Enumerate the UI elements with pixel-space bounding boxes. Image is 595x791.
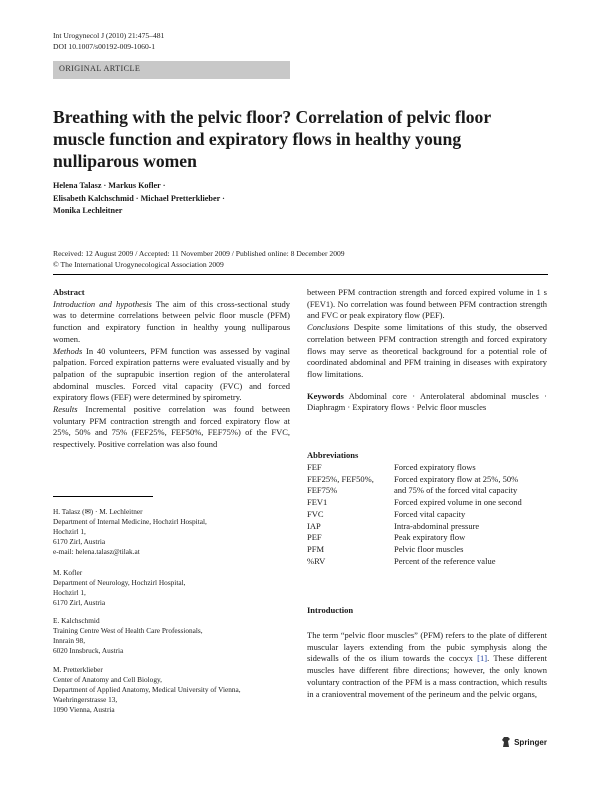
abstract-continued-column	[307, 287, 547, 414]
affiliation-block	[53, 665, 293, 715]
affiliation-name: M. Kofler	[53, 568, 83, 577]
abbr-term: %RV	[307, 555, 326, 566]
abstract-conclusions	[307, 322, 547, 381]
abbr-definition: Intra-abdominal pressure	[394, 520, 480, 531]
affiliation-line: Hochzirl 1,	[53, 588, 86, 597]
abbreviations-table	[307, 462, 547, 567]
abstract-intro	[53, 299, 290, 346]
abbr-term: IAP	[307, 520, 321, 531]
conclusions-text: Despite some limitations of this study, the observed correlation between PFM contraction strength and forced expiratory flows may serve as theoretical background for a potential role of coordinated abdominal and PFM training in diseases with expiratory flow limitations.	[307, 322, 548, 379]
publication-history	[53, 249, 553, 270]
affiliation-line: 6170 Zirl, Austria	[53, 598, 106, 607]
section-band	[53, 61, 290, 79]
results-label: Results	[53, 404, 78, 415]
author-line: Monika Lechleitner	[53, 206, 123, 215]
affiliation-line: 1090 Vienna, Austria	[53, 705, 115, 714]
publisher-name: Springer	[514, 737, 547, 747]
keywords-text: Abdominal core · Anterolateral abdominal muscles · Diaphragm · Expiratory flows · Pelvic floor muscles	[307, 390, 548, 413]
affiliation-line: 6020 Innsbruck, Austria	[53, 646, 124, 655]
abbreviation-row	[307, 485, 547, 497]
abbr-term: FEV1	[307, 497, 328, 508]
abbr-term: PEF	[307, 532, 322, 543]
affiliation-line: Department of Neurology, Hochzirl Hospital,	[53, 578, 186, 587]
affiliation-line: Waehringerstrasse 13,	[53, 695, 118, 704]
affiliation-block	[53, 507, 293, 557]
abbr-definition: Peak expiratory flow	[394, 532, 466, 543]
email-link[interactable]: e-mail: helena.talasz@tilak.at	[53, 547, 140, 556]
intro-text-part: . These different muscles have different fibre directions; however, the only known voluntary contraction of the PFM is a mass contraction, which results in a cranioventral movement of the perineum and the pelvic organs,	[307, 653, 547, 699]
introduction-text	[307, 630, 547, 700]
abbreviation-row	[307, 509, 547, 521]
methods-label: Methods	[53, 345, 83, 356]
abbr-definition: Forced expiratory flow at 25%, 50%	[394, 473, 519, 484]
affiliation-name: M. Pretterklieber	[53, 665, 103, 674]
abbr-definition: Percent of the reference value	[394, 555, 496, 566]
conclusions-label: Conclusions	[307, 322, 350, 333]
abbr-term: PFM	[307, 543, 325, 554]
abbr-definition: and 75% of the forced vital capacity	[394, 485, 518, 496]
reference-link[interactable]: [1]	[477, 653, 488, 664]
publisher-logo	[501, 736, 547, 748]
abbr-definition: Forced expiratory flows	[394, 462, 476, 472]
intro-label: Introduction and hypothesis	[53, 298, 152, 309]
affiliation-line: Center of Anatomy and Cell Biology,	[53, 675, 162, 684]
abbr-term: FEF75%	[307, 485, 338, 496]
divider	[53, 274, 548, 275]
methods-text: In 40 volunteers, PFM function was assessed by vaginal palpation. Forced expiration patterns were evaluated visually and by palpation of the suprapubic insertion region of the anterolateral abdominal muscles. Forced vital capacity (FVC) and forced expiratory flows (FEF) were determined by spirometry.	[53, 345, 290, 403]
affiliation-line: Department of Applied Anatomy, Medical University of Vienna,	[53, 685, 241, 694]
copyright: © The International Urogynecological Association 2009	[53, 259, 224, 269]
affiliation-line: Innrain 98,	[53, 636, 86, 645]
author-list	[53, 180, 353, 218]
abstract-results	[53, 404, 290, 451]
affiliation-block	[53, 568, 293, 608]
springer-horse-icon	[501, 736, 511, 748]
abbr-definition: Forced expired volume in one second	[394, 497, 522, 508]
abbr-term: FEF25%, FEF50%,	[307, 473, 374, 484]
abbreviation-row	[307, 544, 547, 556]
abbreviation-row	[307, 556, 547, 568]
author-line: Elisabeth Kalchschmid · Michael Pretterklieber ·	[53, 193, 225, 203]
intro-text: The aim of this cross-sectional study was to determine correlations between pelvic floor muscle (PFM) function and expiratory function in healthy young nulliparous women.	[53, 298, 290, 344]
abbreviations-heading: Abbreviations	[307, 450, 359, 460]
abbr-definition: Pelvic floor muscles	[394, 543, 464, 554]
affiliation-name: E. Kalchschmid	[53, 616, 100, 625]
abbreviation-row	[307, 497, 547, 509]
abbr-definition: Forced vital capacity	[394, 508, 466, 519]
abbreviation-row	[307, 532, 547, 544]
abbreviation-row	[307, 462, 547, 474]
section-label: ORIGINAL ARTICLE	[59, 64, 141, 73]
results-text: Incremental positive correlation was found between voluntary PFM contraction strength and forced expiratory flow at 25%, 50% and 75% (FEF25%, FEF50%, FEF75%) of the FVC, respectively. Positive correlation was also found	[53, 404, 291, 450]
results-continued: between PFM contraction strength and forced expired volume in 1 s (FEV1). No correlation was found between PFM contraction strength and FVC or peak expiratory flow (PEF).	[307, 287, 547, 321]
keywords	[307, 391, 547, 414]
affiliation-line: 6170 Zirl, Austria	[53, 537, 106, 546]
article-title: Breathing with the pelvic floor? Correlation of pelvic floor muscle function and expiratory flows in healthy young nulliparous women	[53, 107, 491, 171]
intro-text-part: The term “pelvic floor muscles” (PFM) refers to the plate of different muscular layers extending from the pubic symphysis along the sidewalls of the os ilium towards the coccyx	[307, 630, 547, 664]
abbr-term: FEF	[307, 462, 322, 472]
abbr-term: FVC	[307, 508, 324, 519]
abstract-heading: Abstract	[53, 287, 85, 297]
affiliation-line: Training Centre West of Health Care Professionals,	[53, 626, 203, 635]
affiliation-block	[53, 616, 293, 656]
affiliation-line: Department of Internal Medicine, Hochzirl Hospital,	[53, 517, 207, 526]
affiliation-name: H. Talasz (✉) · M. Lechleitner	[53, 507, 143, 516]
keywords-label: Keywords	[307, 390, 344, 401]
abstract-methods	[53, 346, 290, 405]
doi[interactable]: DOI 10.1007/s00192-009-1060-1	[53, 42, 156, 51]
abbreviation-row	[307, 521, 547, 533]
history-dates: Received: 12 August 2009 / Accepted: 11 November 2009 / Published online: 8 December 2009	[53, 249, 345, 258]
affiliation-line: Hochzirl 1,	[53, 527, 86, 536]
abstract-column	[53, 287, 290, 451]
introduction-heading: Introduction	[307, 605, 354, 615]
abbreviation-row	[307, 474, 547, 486]
footnote-divider	[53, 496, 153, 497]
journal-citation: Int Urogynecol J (2010) 21:475–481	[53, 31, 165, 40]
author-line: Helena Talasz · Markus Kofler ·	[53, 181, 166, 190]
